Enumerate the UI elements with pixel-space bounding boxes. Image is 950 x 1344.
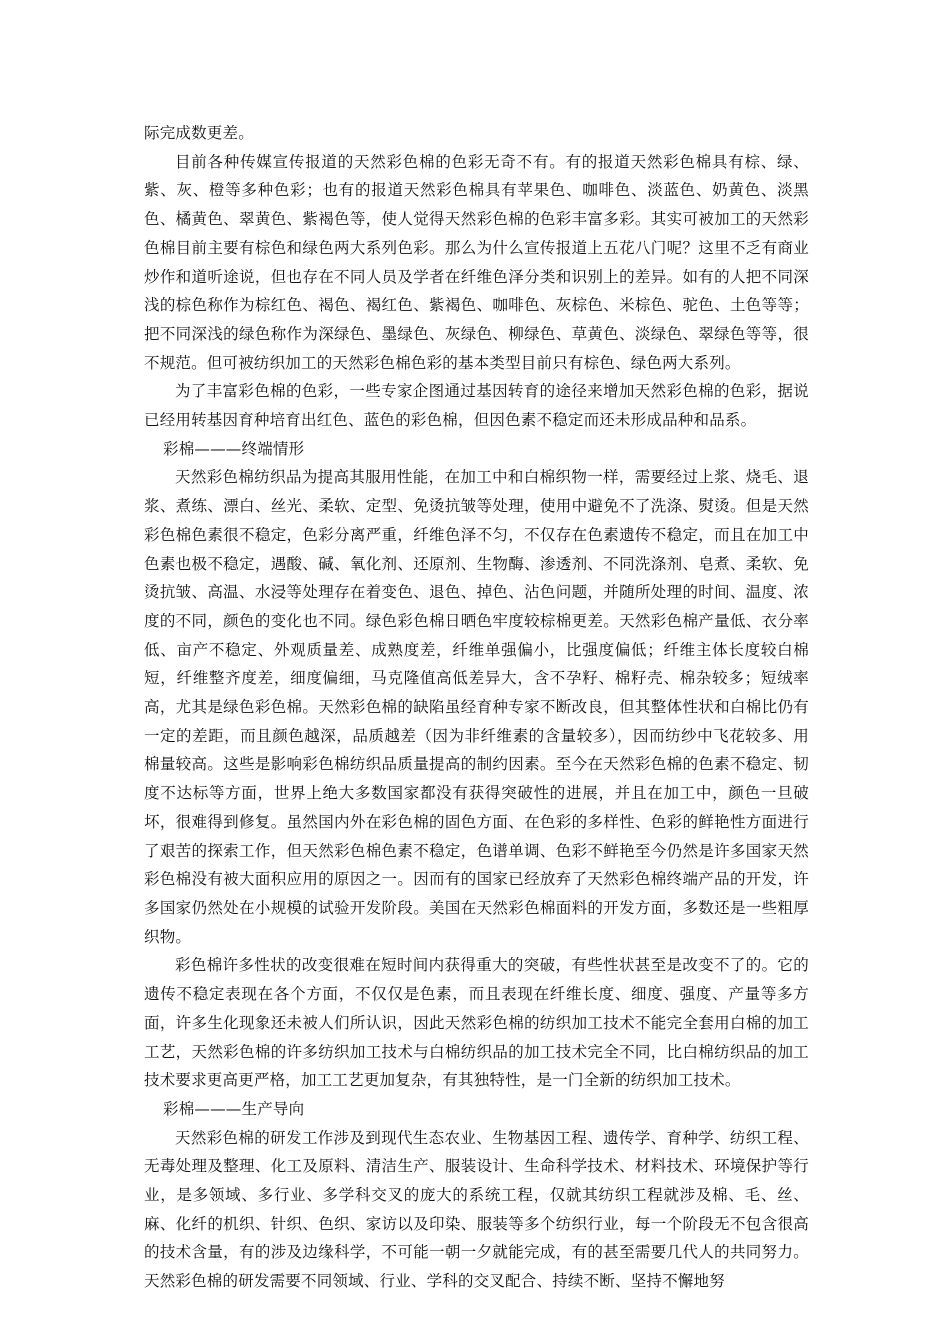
paragraph-gene-transfer: 为了丰富彩色棉的色彩，一些专家企图通过基因转育的途径来增加天然彩色棉的色彩，据说已经用转基因育种培育出红色、蓝色的彩色棉，但因色素不稳定而还未形成品种和品系。 [144, 382, 809, 430]
paragraph-production-guidance: 天然彩色棉的研发工作涉及到现代生态农业、生物基因工程、遗传学、育种学、纺织工程、无毒处理及整理、化工及原料、清洁生产、服装设计、生命科学技术、材料技术、环境保护等行业，是多领域、多行业、多学科交叉的庞大的系统工程，仅就其纺织工程就涉及棉、毛、丝、麻、化纤的机织、针织、色织、家访以及印染、服装等多个纺织行业，每一个阶段无不包含很高的技术含量，有的涉及边缘科学，不可能一朝一夕就能完成，有的甚至需要几代人的共同努力。天然彩色棉的研发需要不同领域、行业、学科的交叉配合、持续不断、坚持不懈地努 [144, 1128, 809, 1291]
section-heading-terminal: 彩棉———终端情形 [163, 439, 305, 458]
paragraph-color-reports: 目前各种传媒宣传报道的天然彩色棉的色彩无奇不有。有的报道天然彩色棉具有棕、绿、紫、灰、橙等多种色彩；也有的报道天然彩色棉具有苹果色、咖啡色、淡蓝色、奶黄色、淡黑色、橘黄色、翠黄色、紫褐色等，使人觉得天然彩色棉的色彩丰富多彩。其实可被加工的天然彩色棉目前主要有棕色和绿色两大系列色彩。那么为什么宣传报道上五花八门呢？这里不乏有商业炒作和道听途说，但也存在不同人员及学者在纤维色泽分类和识别上的差异。如有的人把不同深浅的棕色称作为棕红色、褐色、褐红色、紫褐色、咖啡色、灰棕色、米棕色、驼色、土色等等；把不同深浅的绿色称作为深绿色、墨绿色、灰绿色、柳绿色、草黄色、淡绿色、翠绿色等等，很不规范。但可被纺织加工的天然彩色棉色彩的基本类型目前只有棕色、绿色两大系列。 [144, 152, 809, 372]
document-page [144, 119, 809, 1296]
paragraph-trait-changes: 彩色棉许多性状的改变很难在短时间内获得重大的突破，有些性状甚至是改变不了的。它的遗传不稳定表现在各个方面，不仅仅是色素，而且表现在纤维长度、细度、强度、产量等多方面，许多生化现象还未被人们所认识，因此天然彩色棉的纺织加工技术不能完全套用白棉的加工工艺，天然彩色棉的许多纺织加工技术与白棉纺织品的加工技术完全不同，比白棉纺织品的加工技术要求更高更严格，加工工艺更加复杂，有其独特性，是一门全新的纺织加工技术。 [144, 956, 809, 1090]
section-heading-production: 彩棉———生产导向 [163, 1099, 305, 1118]
paragraph-continuation: 际完成数更差。 [144, 124, 254, 142]
paragraph-terminal-situation: 天然彩色棉纺织品为提高其服用性能，在加工中和白棉织物一样，需要经过上浆、烧毛、退浆、煮练、漂白、丝光、柔软、定型、免烫抗皱等处理，使用中避免不了洗涤、熨烫。但是天然彩色棉色素很不稳定，色彩分离严重，纤维色泽不匀，不仅存在色素遗传不稳定，而且在加工中色素也极不稳定，遇酸、碱、氧化剂、还原剂、生物酶、渗透剂、不同洗涤剂、皂煮、柔软、免烫抗皱、高温、水浸等处理存在着变色、退色、掉色、沾色问题，并随所处理的时间、温度、浓度的不同，颜色的变化也不同。绿色彩色棉日晒色牢度较棕棉更差。天然彩色棉产量低、衣分率低、亩产不稳定、外观质量差、成熟度差，纤维单强偏小，比强度偏低；纤维主体长度较白棉短，纤维整齐度差，细度偏细，马克隆值高低差异大，含不孕籽、棉籽壳、棉杂较多；短绒率高，尤其是绿色彩色棉。天然彩色棉的缺陷虽经育种专家不断改良，但其整体性状和白棉比仍有一定的差距，而且颜色越深，品质越差（因为非纤维素的含量较多），因而纺纱中飞花较多、用棉量较高。这些是影响彩色棉纺织品质量提高的制约因素。至今在天然彩色棉的色素不稳定、韧度不达标等方面，世界上绝大多数国家都没有获得突破性的进展，并且在加工中，颜色一旦破坏，很难得到修复。虽然国内外在彩色棉的固色方面、在色彩的多样性、色彩的鲜艳性方面进行了艰苦的探索工作，但天然彩色棉色素不稳定，色谱单调、色彩不鲜艳至今仍然是许多国家天然彩色棉没有被大面积应用的原因之一。因而有的国家已经放弃了天然彩色棉终端产品的开发，许多国家仍然处在小规模的试验开发阶段。美国在天然彩色棉面料的开发方面，多数还是一些粗厚织物。 [144, 468, 809, 946]
